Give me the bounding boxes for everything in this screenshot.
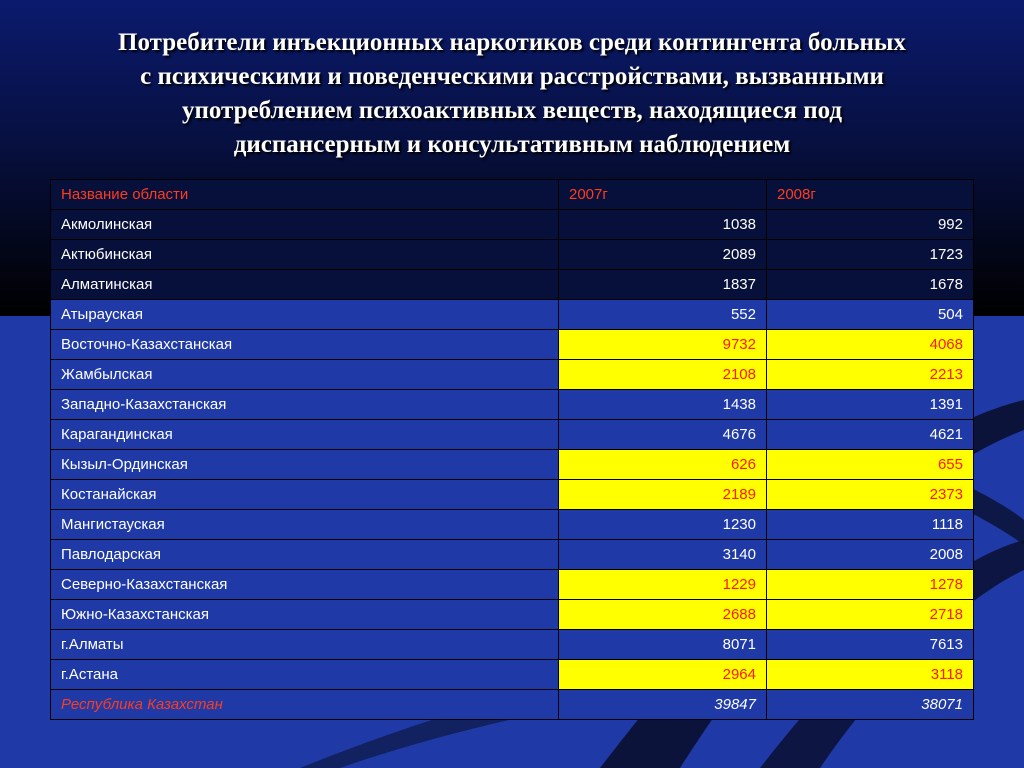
region-name: Мангистауская (51, 510, 559, 540)
title-line-4: диспансерным и консультативным наблюдением (233, 131, 791, 158)
region-name: Актюбинская (51, 240, 559, 270)
value-2008: 1278 (767, 570, 974, 600)
value-2008: 2008 (767, 540, 974, 570)
total-2008: 38071 (767, 690, 974, 720)
value-2008: 7613 (767, 630, 974, 660)
region-name: Атырауская (51, 300, 559, 330)
value-2007: 2688 (559, 600, 767, 630)
table-row (51, 660, 974, 690)
region-name: Жамбылская (51, 360, 559, 390)
table-row (51, 240, 974, 270)
region-name: Костанайская (51, 480, 559, 510)
header-region: Название области (51, 180, 559, 210)
data-table (50, 179, 974, 720)
value-2008: 655 (767, 450, 974, 480)
region-name: Акмолинская (51, 210, 559, 240)
region-name: Северно-Казахстанская (51, 570, 559, 600)
value-2007: 1837 (559, 270, 767, 300)
value-2007: 2189 (559, 480, 767, 510)
value-2008: 1118 (767, 510, 974, 540)
value-2007: 2964 (559, 660, 767, 690)
table-row (51, 510, 974, 540)
value-2007: 4676 (559, 420, 767, 450)
value-2008: 4621 (767, 420, 974, 450)
region-name: Карагандинская (51, 420, 559, 450)
region-name: Павлодарская (51, 540, 559, 570)
table-row (51, 600, 974, 630)
value-2008: 3118 (767, 660, 974, 690)
table-row (51, 630, 974, 660)
title-line-1: Потребители инъекционных наркотиков среди контингента больных (118, 29, 906, 56)
table-row (51, 450, 974, 480)
value-2007: 9732 (559, 330, 767, 360)
value-2007: 626 (559, 450, 767, 480)
value-2008: 2373 (767, 480, 974, 510)
value-2007: 1229 (559, 570, 767, 600)
table-row (51, 300, 974, 330)
total-name: Республика Казахстан (51, 690, 559, 720)
value-2007: 2089 (559, 240, 767, 270)
value-2007: 8071 (559, 630, 767, 660)
value-2008: 4068 (767, 330, 974, 360)
table-row (51, 540, 974, 570)
region-name: Алматинская (51, 270, 559, 300)
value-2007: 3140 (559, 540, 767, 570)
value-2008: 1391 (767, 390, 974, 420)
header-2007: 2007г (559, 180, 767, 210)
value-2007: 2108 (559, 360, 767, 390)
table-header-row (51, 180, 974, 210)
value-2008: 504 (767, 300, 974, 330)
region-name: г.Алматы (51, 630, 559, 660)
region-name: Кызыл-Ординская (51, 450, 559, 480)
value-2008: 2718 (767, 600, 974, 630)
title-line-3: употреблением психоактивных веществ, находящиеся под (181, 97, 843, 124)
table-row (51, 270, 974, 300)
value-2007: 552 (559, 300, 767, 330)
table-row (51, 210, 974, 240)
header-2008: 2008г (767, 180, 974, 210)
total-2007: 39847 (559, 690, 767, 720)
value-2008: 1678 (767, 270, 974, 300)
table-row (51, 330, 974, 360)
value-2007: 1038 (559, 210, 767, 240)
region-name: Восточно-Казахстанская (51, 330, 559, 360)
table-row (51, 480, 974, 510)
value-2007: 1438 (559, 390, 767, 420)
value-2007: 1230 (559, 510, 767, 540)
region-name: г.Астана (51, 660, 559, 690)
table-row (51, 390, 974, 420)
total-row (51, 690, 974, 720)
table-row (51, 420, 974, 450)
value-2008: 1723 (767, 240, 974, 270)
region-name: Западно-Казахстанская (51, 390, 559, 420)
value-2008: 992 (767, 210, 974, 240)
page-title (30, 26, 994, 162)
region-name: Южно-Казахстанская (51, 600, 559, 630)
title-line-2: с психическими и поведенческими расстройствами, вызванными (140, 63, 884, 90)
table-row (51, 360, 974, 390)
table-row (51, 570, 974, 600)
value-2008: 2213 (767, 360, 974, 390)
